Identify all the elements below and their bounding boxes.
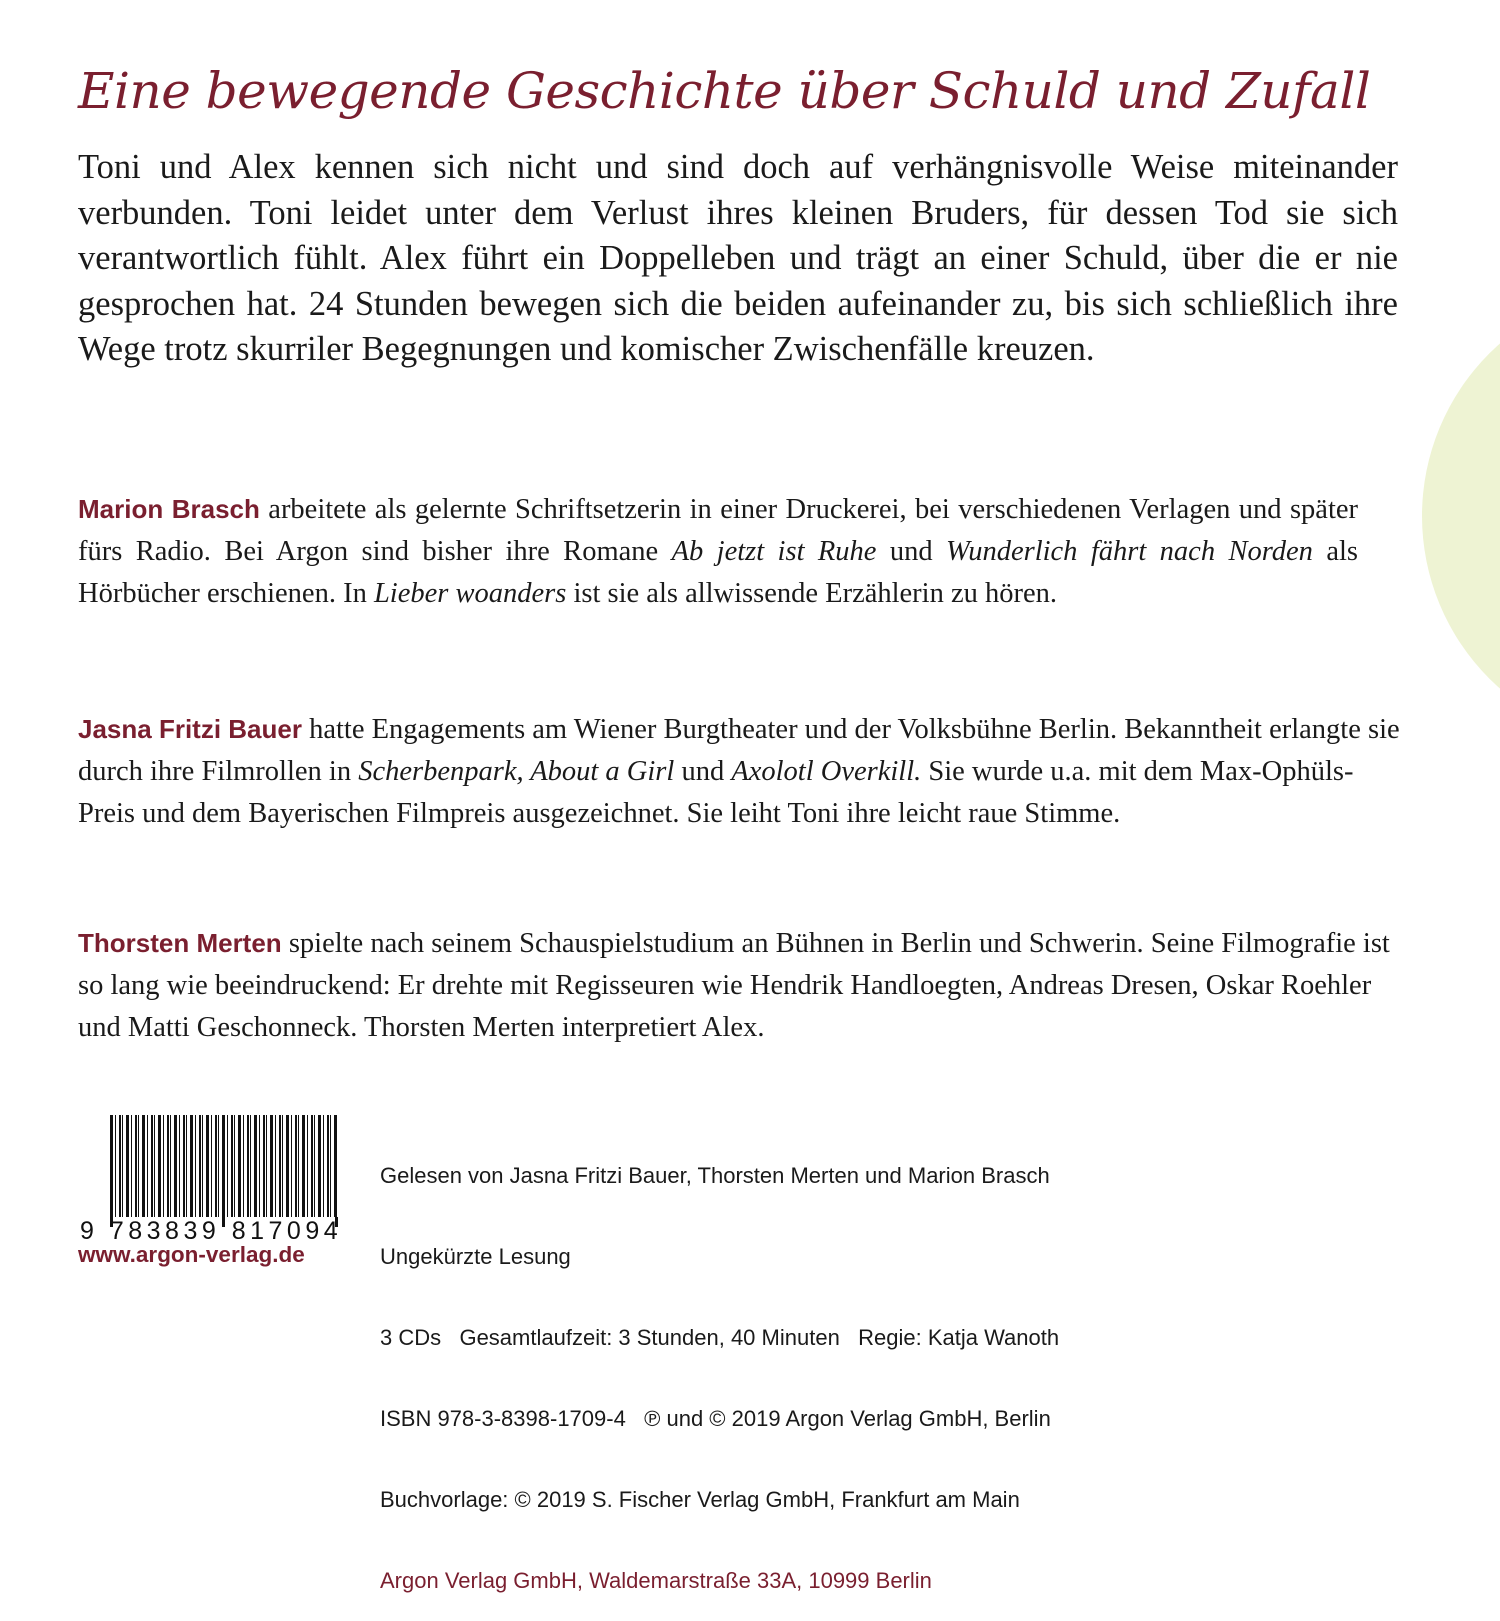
headline: Eine bewegende Geschichte über Schuld und Zufall [78,62,1371,120]
barcode [80,1115,343,1245]
film-title: Axolotl Overkill. [731,756,922,787]
book-title: Wunderlich fährt nach Norden [946,536,1313,567]
bio-name: Jasna Fritzi Bauer [78,714,302,744]
book-title: Ab jetzt ist Ruhe [671,536,877,567]
credits-edition: Ungekürzte Lesung [380,1244,571,1269]
bio-text: Sie wurde u.a. mit dem Max-Ophüls-Preis und dem Bayerischen Filmpreis ausgezeichnet. Sie leiht Toni ihre leicht raue Stimme. [78,756,1354,829]
film-title: Scherbenpark, About a Girl [358,756,675,787]
barcode-bars [110,1115,338,1217]
bio-jasna-fritzi-bauer [78,708,1408,835]
book-title: Lieber woanders [373,578,567,609]
credits-format: 3 CDs Gesamtlaufzeit: 3 Stunden, 40 Minuten Regie: Katja Wanoth [380,1325,1060,1350]
synopsis: Toni und Alex kennen sich nicht und sind doch auf verhängnisvolle Weise miteinander verbunden. Toni leidet unter dem Verlust ihres kleinen Bruders, für dessen Tod sie sich verantwortlich fühlt. Alex führt ein Doppelleben und trägt an einer Schuld, über die er nie gesprochen hat. 24 Stunden bewegen sich die beiden aufeinander zu, bis sich schließlich ihre Wege trotz skurriler Begegnungen und komischer Zwischenfälle kreuzen. [78,148,1398,368]
barcode-digits: 9 783839 817094 [80,1217,343,1245]
bio-marion-brasch [78,488,1358,615]
credits-source: Buchvorlage: © 2019 S. Fischer Verlag GmbH, Frankfurt am Main [380,1487,1020,1512]
decorative-circle [1422,286,1500,746]
bio-text: spielte nach seinem Schauspielstudium an Bühnen in Berlin und Schwerin. Seine Filmografie ist so lang wie beeindruckend: Er drehte mit Regisseuren wie Hendrik Handloegten, Andreas Dresen, Oskar Roehler und Matti Geschonneck. Thorsten Merten interpretiert Alex. [78,928,1390,1043]
bio-text: arbeitete als gelernte Schriftsetzerin in einer Druckerei, bei verschiedenen Verlagen und später fürs Radio. Bei Argon sind bisher ihre Romane [78,494,1358,567]
bio-text: als Hörbücher erschienen. In [78,536,1359,609]
production-credits [380,1108,1059,1621]
bio-text: und [674,756,732,787]
bio-name: Marion Brasch [78,494,260,524]
website-link[interactable]: www.argon-verlag.de [78,1242,305,1267]
bio-text: ist sie als allwissende Erzählerin zu hören. [566,578,1058,609]
credits-readers: Gelesen von Jasna Fritzi Bauer, Thorsten Merten und Marion Brasch [380,1163,1050,1188]
bio-text: und [876,536,947,567]
bio-name: Thorsten Merten [78,928,282,958]
credits-isbn: ISBN 978-3-8398-1709-4 ℗ und © 2019 Argon Verlag GmbH, Berlin [380,1406,1051,1431]
publisher-address: Argon Verlag GmbH, Waldemarstraße 33A, 10999 Berlin [380,1568,932,1593]
bio-thorsten-merten [78,922,1408,1049]
bio-text: hatte Engagements am Wiener Burgtheater und der Volksbühne Berlin. Bekanntheit erlangte sie durch ihre Filmrollen in [78,714,1400,787]
